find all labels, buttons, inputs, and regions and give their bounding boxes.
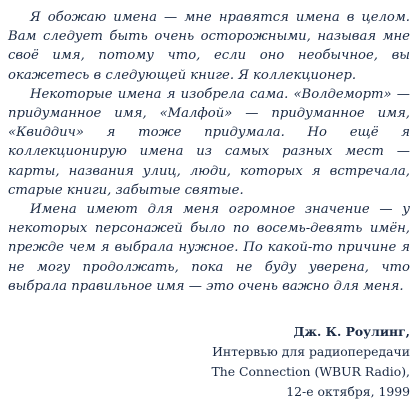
attribution-source: Интервью для радиопередачи <box>212 344 410 359</box>
quote-block <box>8 8 410 296</box>
attribution <box>110 322 410 402</box>
attribution-program: The Connection (WBUR Radio), <box>211 364 410 379</box>
quote-paragraph: Некоторые имена я изобрела сама. «Волдеморт» — придуманное имя, «Малфой» — придуманное имя, «Квиддич» я тоже придумала. Но ещё я коллекционирую имена из самых разных мест — карты, названия улиц, люди, которых я встречала, старые книги, забытые святые. <box>8 86 410 198</box>
attribution-date: 12-е октября, 1999 <box>286 384 410 399</box>
quote-paragraph: Я обожаю имена — мне нравятся имена в целом. Вам следует быть очень осторожными, называя мне своё имя, потому что, если оно необычное, вы окажетесь в следующей книге. Я коллекционер. <box>8 10 410 83</box>
attribution-author: Дж. К. Роулинг, <box>293 324 410 339</box>
quote-paragraph: Имена имеют для меня огромное значение — у некоторых персонажей было по восемь-девять имён, прежде чем я выбрала нужное. По какой-то причине я не могу продолжать, пока не буду уверена, что выбрала правильное имя — это очень важно для меня. <box>8 202 410 294</box>
